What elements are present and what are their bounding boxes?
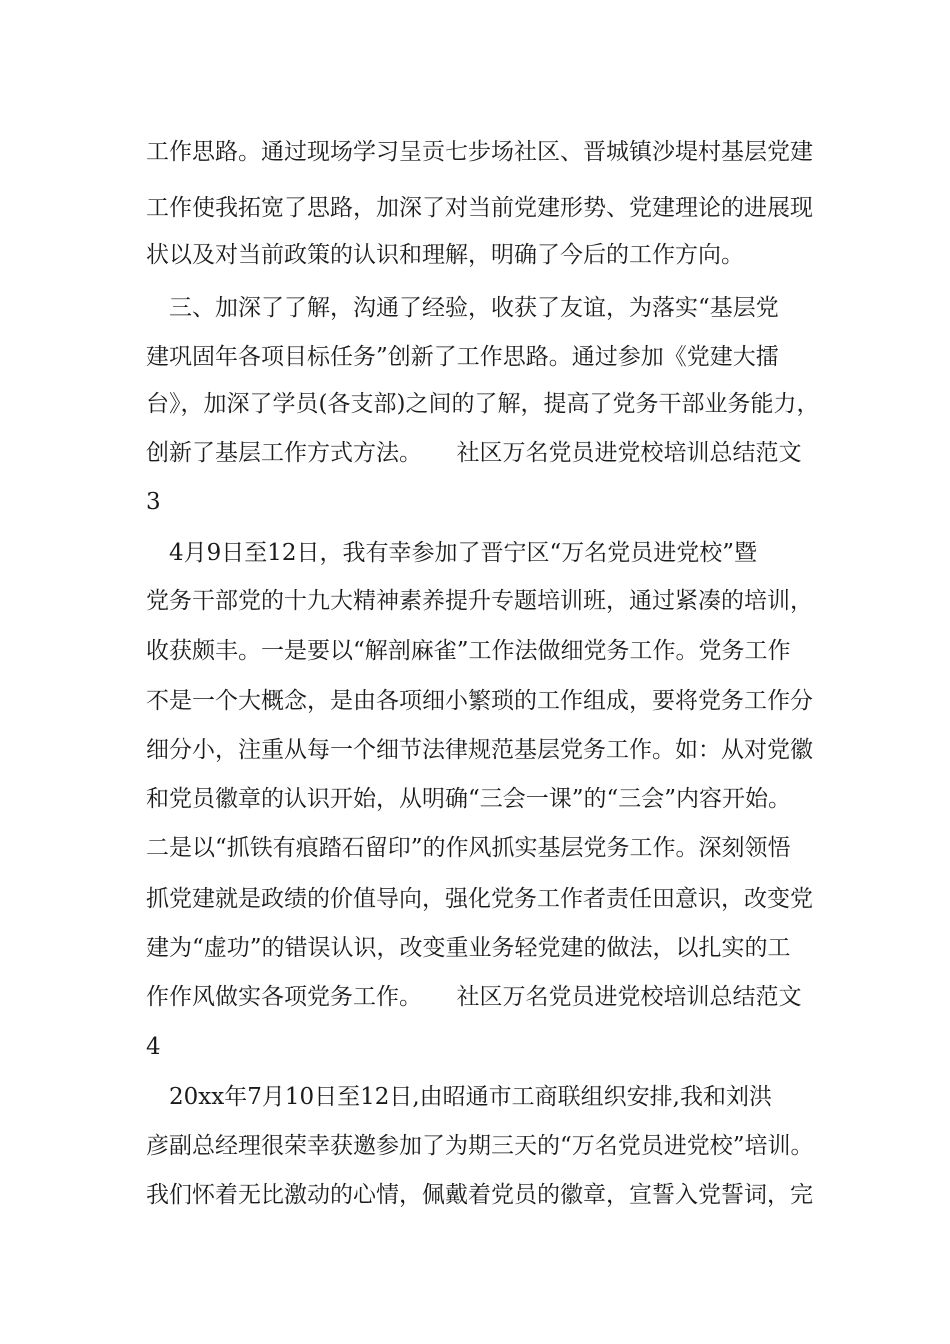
text-line: 建巩固年各项目标任务”创新了工作思路。通过参加《党建大擂 [146,344,779,370]
text-line: 二是以“抓铁有痕踏石留印”的作风抓实基层党务工作。深刻领悟 [146,835,791,861]
text-line: 和党员徽章的认识开始，从明确“三会一课”的“三会”内容开始。 [146,786,792,812]
text-line: 工作使我拓宽了思路，加深了对当前党建形势、党建理论的进展现 [146,195,813,221]
text-line: 党务干部党的十九大精神素养提升专题培训班，通过紧凑的培训， [146,588,813,614]
text-line: 4 [146,1034,161,1060]
text-line: 抓党建就是政绩的价值导向，强化党务工作者责任田意识，改变党 [146,886,813,912]
text-line: 我们怀着无比激动的心情，佩戴着党员的徽章，宣誓入党誓词，完 [146,1182,813,1208]
text-line: 收获颇丰。一是要以“解剖麻雀”工作法做细党务工作。党务工作 [146,638,791,664]
text-line: 台》，加深了学员(各支部)之间的了解，提高了党务干部业务能力， [146,391,820,417]
text-line: 细分小，注重从每一个细节法律规范基层党务工作。如：从对党徽 [146,737,813,763]
text-line: 20xx年7月10日至12日,由昭通市工商联组织安排,我和刘洪 [146,1084,772,1110]
text-line: 工作思路。通过现场学习呈贡七步场社区、晋城镇沙堤村基层党建 [146,139,813,165]
text-line: 创新了基层工作方式方法。 社区万名党员进党校培训总结范文 [146,440,802,466]
text-line: 彦副总经理很荣幸获邀参加了为期三天的“万名党员进党校”培训。 [146,1133,814,1159]
text-line: 作作风做实各项党务工作。 社区万名党员进党校培训总结范文 [146,984,802,1010]
text-line: 三、加深了了解，沟通了经验，收获了友谊，为落实“基层党 [146,295,779,321]
text-line: 3 [146,489,161,515]
text-line: 不是一个大概念，是由各项细小繁琐的工作组成，要将党务工作分 [146,688,813,714]
text-line: 4月9日至12日，我有幸参加了晋宁区“万名党员进党校”暨 [146,540,758,566]
text-line: 建为“虚功”的错误认识，改变重业务轻党建的做法，以扎实的工 [146,935,791,961]
text-line: 状以及对当前政策的认识和理解，明确了今后的工作方向。 [146,242,744,268]
